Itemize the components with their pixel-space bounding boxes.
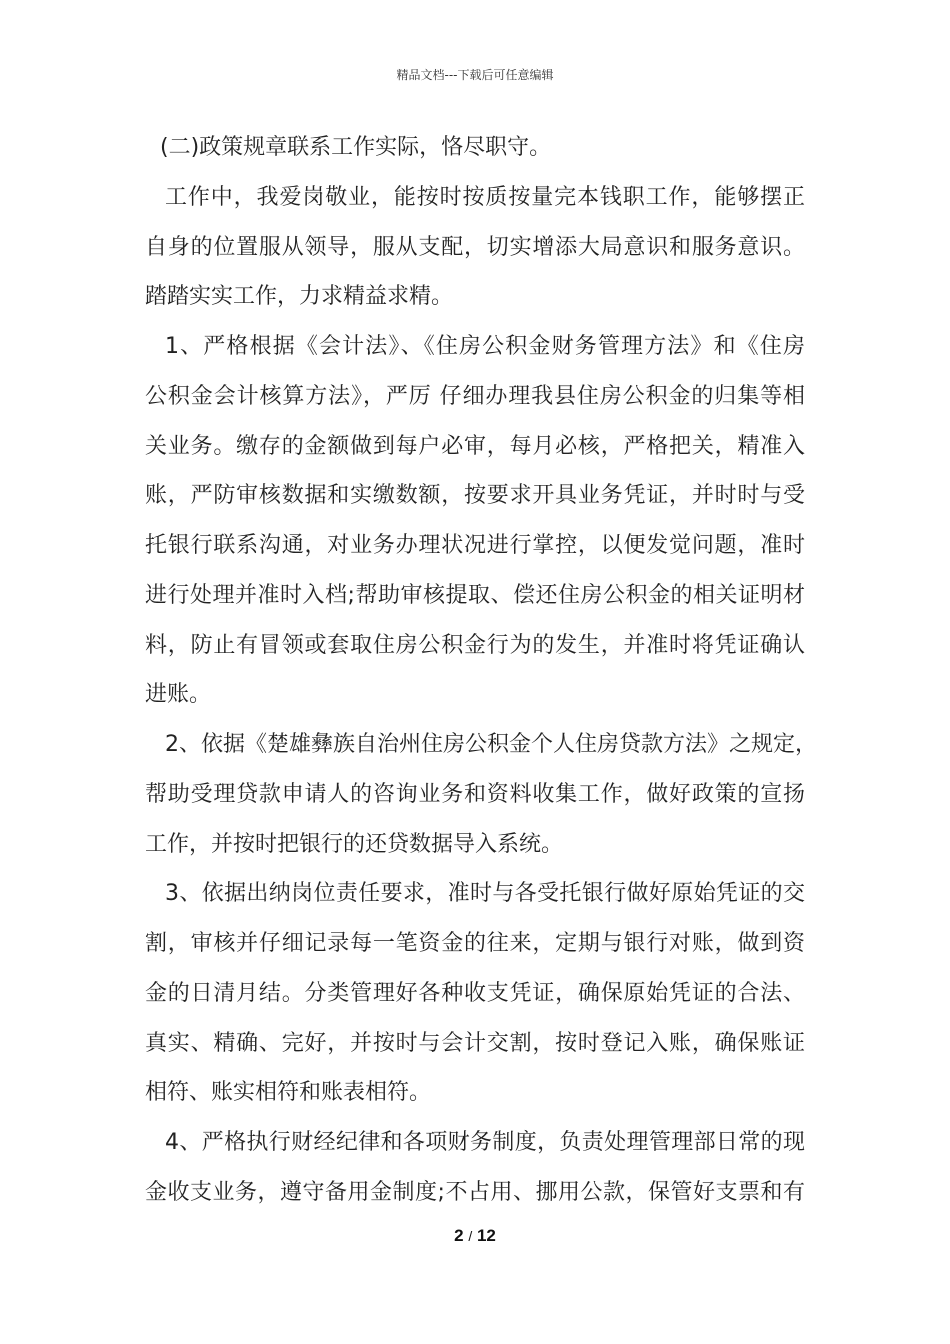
text-line: 工作中，我爱岗敬业，能按时按质按量完本钱职工作，能够摆正 [165,184,805,210]
text-line: 自身的位置服从领导，服从支配，切实增添大局意识和服务意识。 [145,234,805,260]
text-line: 4、严格执行财经纪律和各项财务制度，负责处理管理部日常的现 [165,1130,805,1155]
text-line: 进账。 [145,682,212,708]
text-line: 托银行联系沟通，对业务办理状况进行掌控，以便发觉问题，准时 [145,533,805,558]
text-line: 3、依据出纳岗位责任要求，准时与各受托银行做好原始凭证的交 [165,881,805,907]
text-line: 割，审核并仔细记录每一笔资金的往来，定期与银行对账，做到资 [145,931,805,956]
text-line: 帮助受理贷款申请人的咨询业务和资料收集工作，做好政策的宣扬 [145,781,805,807]
text-line: 相符、账实相符和账表相符。 [145,1080,432,1106]
page-header: 精品文档---下载后可任意编辑 [396,68,554,82]
text-line: 料，防止有冒领或套取住房公积金行为的发生，并准时将凭证确认 [145,632,805,658]
page-separator: / [468,1228,473,1244]
page-total: 12 [476,1226,496,1245]
text-line: 2、依据《楚雄彝族自治州住房公积金个人住房贷款方法》之规定， [165,732,817,757]
text-line: (二)政策规章联系工作实际，恪尽职守。 [160,135,552,160]
text-line: 踏踏实实工作，力求精益求精。 [145,284,454,310]
text-line: 进行处理并准时入档;帮助审核提取、偿还住房公积金的相关证明材 [145,582,805,608]
text-line: 金收支业务，遵守备用金制度;不占用、挪用公款，保管好支票和有 [145,1179,805,1205]
text-line: 1、严格根据《会计法》、《住房公积金财务管理方法》和《住房 [165,334,805,359]
text-line: 金的日清月结。分类管理好各种收支凭证，确保原始凭证的合法、 [145,980,805,1006]
text-line: 工作，并按时把银行的还贷数据导入系统。 [145,831,564,857]
text-line: 真实、精确、完好，并按时与会计交割，按时登记入账，确保账证 [145,1030,805,1056]
page-current: 2 [454,1226,464,1245]
text-line: 账，严防审核数据和实缴数额，按要求开具业务凭证，并时时与受 [145,483,805,509]
text-line: 公积金会计核算方法》，严厉 仔细办理我县住房公积金的归集等相 [145,383,805,409]
text-line: 关业务。缴存的金额做到每户必审，每月必核，严格把关，精准入 [145,433,805,459]
page-number [0,1226,950,1246]
